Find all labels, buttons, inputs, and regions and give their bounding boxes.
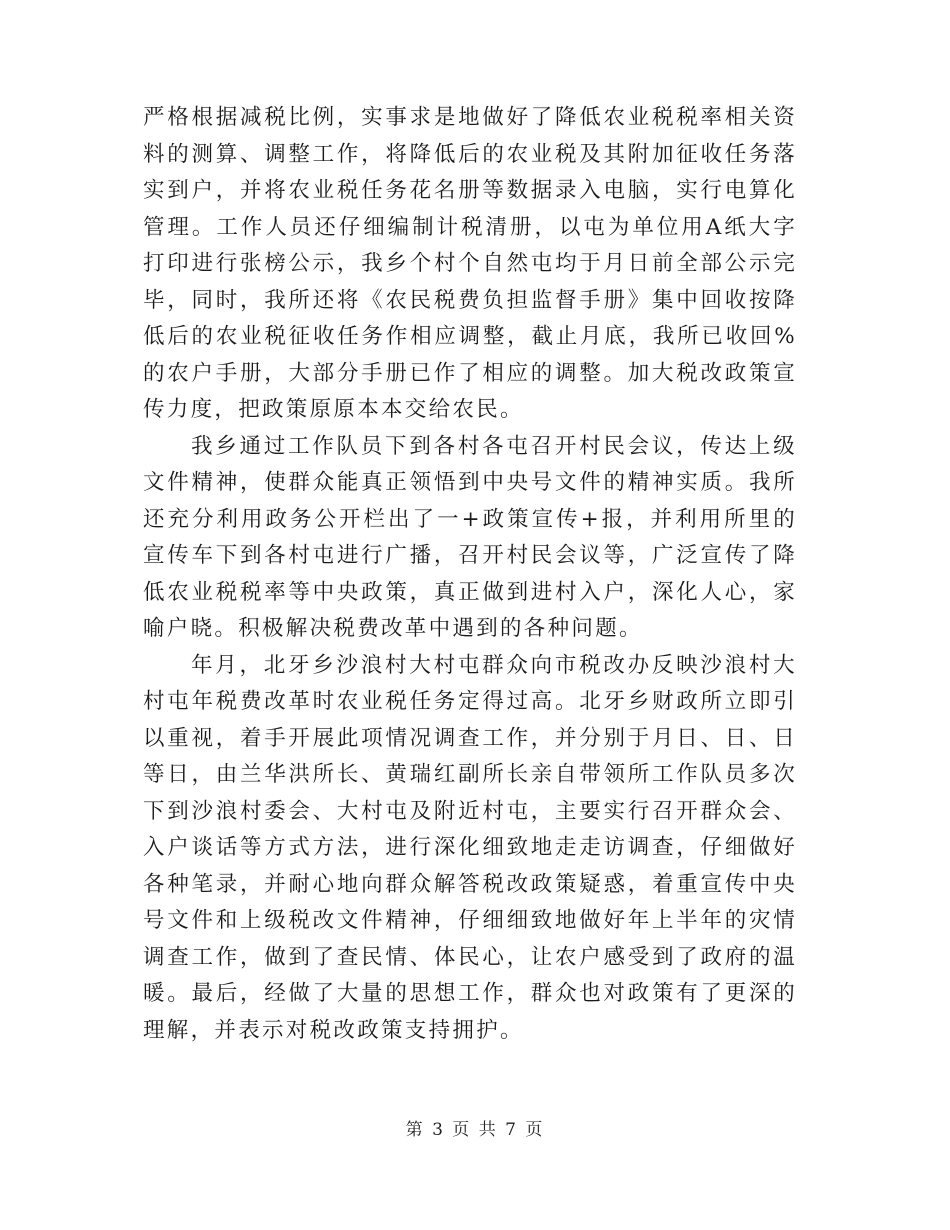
paragraph-2: 我乡通过工作队员下到各村各屯召开村民会议，传达上级文件精神，使群众能真正领悟到中央号文件的精神实质。我所还充分利用政务公开栏出了一+政策宣传+报，并利用所里的宣传车下到各村屯进行广播，召开村民会议等，广泛宣传了降低农业税税率等中央政策，真正做到进村入户，深化人心，家喻户晓。积极解决税费改革中遇到的各种问题。 <box>143 433 797 641</box>
page-footer <box>0 1115 950 1140</box>
paragraph-1: 严格根据减税比例，实事求是地做好了降低农业税税率相关资料的测算、调整工作，将降低后的农业税及其附加征收任务落实到户，并将农业税任务花名册等数据录入电脑，实行电算化管理。工作人员还仔细编制计税清册，以屯为单位用A纸大字打印进行张榜公示，我乡个村个自然屯均于月日前全部公示完毕，同时，我所还将《农民税费负担监督手册》集中回收按降低后的农业税征收任务作相应调整，截止月底，我所已收回%的农户手册，大部分手册已作了相应的调整。加大税改政策宣传力度，把政策原原本本交给农民。 <box>143 105 797 422</box>
document-body <box>143 100 797 1049</box>
paragraph-3: 年月，北牙乡沙浪村大村屯群众向市税改办反映沙浪村大村屯年税费改革时农业税任务定得过高。北牙乡财政所立即引以重视，着手开展此项情况调查工作，并分别于月日、日、日等日，由兰华洪所长、黄瑞红副所长亲自带领所工作队员多次下到沙浪村委会、大村屯及附近村屯，主要实行召开群众会、入户谈话等方式方法，进行深化细致地走走访调查，仔细做好各种笔录，并耐心地向群众解答税改政策疑惑，着重宣传中央号文件和上级税改文件精神，仔细细致地做好年上半年的灾情调查工作，做到了查民情、体民心，让农户感受到了政府的温暖。最后，经做了大量的思想工作，群众也对政策有了更深的理解，并表示对税改政策支持拥护。 <box>143 652 797 1043</box>
page-number-label: 第 3 页 共 7 页 <box>405 1120 545 1140</box>
